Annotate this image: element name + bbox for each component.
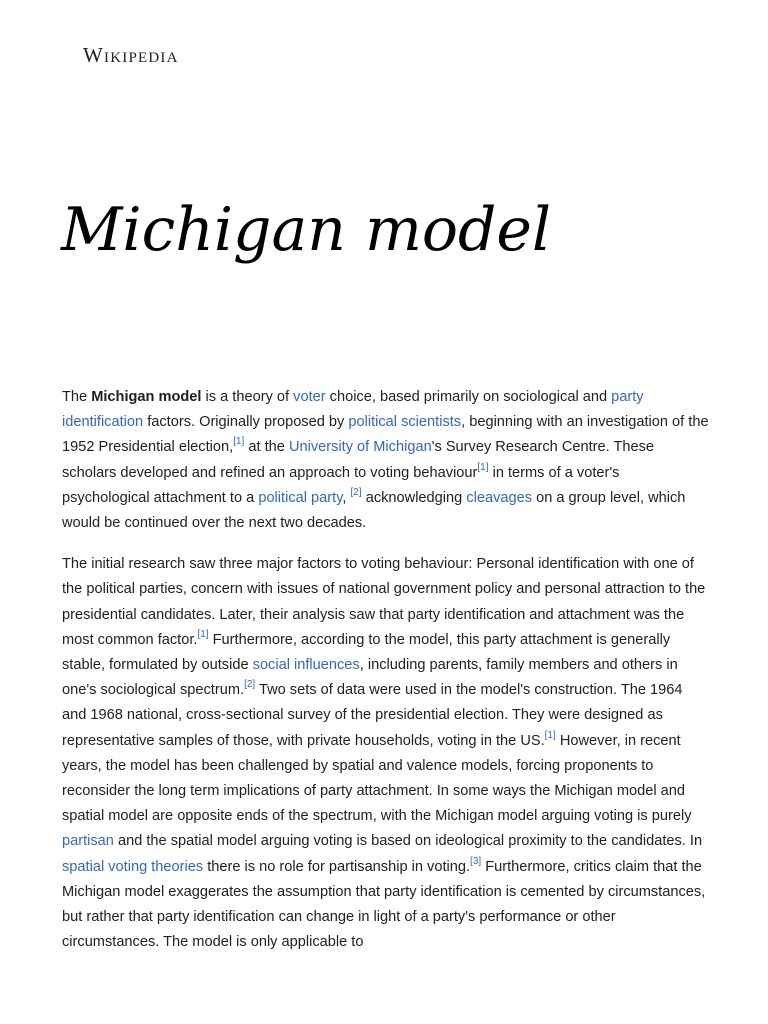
text: , including parents, family members and others in one's sociological spectrum. [62, 657, 678, 699]
citation-link-2[interactable]: [2] [244, 679, 256, 691]
link-spatial-voting-theories[interactable]: spatial voting theories [62, 858, 204, 875]
text: The initial research saw three major factors to voting behaviour: Personal identification with one of the political parties, concern with issues of national government policy and personal attraction to the presidential candidates. Later, their analysis saw that party identification and attachment was the most common factor. [62, 556, 706, 648]
text: , beginning with an investigation of the 1952 Presidential election, [62, 414, 709, 456]
wikipedia-wordmark-logo[interactable]: Wikipedia [83, 43, 179, 67]
citation-link-1[interactable]: [1] [233, 436, 245, 448]
link-cleavages[interactable]: cleavages [466, 489, 533, 506]
text: , [342, 489, 351, 506]
text: The [62, 389, 92, 405]
link-political-scientists[interactable]: political scientists [348, 414, 462, 431]
citation-link-1[interactable]: [1] [197, 628, 209, 640]
text: Furthermore, critics claim that the Michigan model exaggerates the assumption that party identification is cemented by circumstances, but rather that party identification can change in light of a party's performance or other circumstances. The model is only applicable to [62, 858, 706, 951]
citation-ref [470, 856, 481, 867]
article-body [62, 385, 710, 971]
text: However, in recent years, the model has been challenged by spatial and valence models, forcing proponents to reconsider the long term implications of party attachment. In some ways the Michigan model and spatial model are opposite ends of the spectrum, with the Michigan model arguing voting is purely [62, 732, 692, 825]
paragraph-intro [62, 385, 710, 536]
citation-ref [477, 462, 488, 473]
citation-link-1[interactable]: [1] [544, 729, 556, 741]
link-partisan[interactable]: partisan [62, 833, 114, 850]
site-header [83, 43, 179, 68]
text: on a group level, which would be continued over the next two decades. [62, 489, 686, 532]
text: Two sets of data were used in the model's construction. The 1964 and 1968 national, cross-sectional survey of the presidential election. They were designed as representative samples of those, with private households, voting in the US. [62, 682, 683, 749]
link-university-of-michigan[interactable]: University of Michigan [288, 439, 432, 456]
citation-ref [197, 629, 208, 640]
text: is a theory of [201, 389, 294, 405]
text: Furthermore, according to the model, this party attachment is generally stable, formulated by outside [62, 631, 671, 674]
text: in terms of a voter's psychological attachment to a [62, 464, 620, 506]
bold-term: Michigan model [91, 389, 202, 405]
text: and the spatial model arguing voting is based on ideological proximity to the candidates. In [113, 833, 703, 850]
link-political-party[interactable]: political party [258, 489, 343, 506]
citation-link-2[interactable]: [2] [350, 486, 362, 498]
text: 's Survey Research Centre. These scholars developed and refined an approach to voting behaviour [62, 439, 655, 481]
text: choice, based primarily on sociological and [325, 389, 612, 405]
page-title: Michigan model [61, 195, 552, 265]
citation-ref [233, 436, 244, 447]
link-social-influences[interactable]: social influences [252, 657, 360, 674]
paragraph-research [62, 552, 710, 955]
citation-ref [545, 730, 556, 741]
citation-ref [244, 679, 255, 690]
citation-link-3[interactable]: [3] [470, 855, 482, 867]
citation-link-1[interactable]: [1] [477, 461, 489, 473]
text: there is no role for partisanship in voting. [203, 858, 471, 875]
text: factors. Originally proposed by [143, 414, 349, 431]
text: at the [244, 439, 289, 456]
text: acknowledging [361, 489, 467, 506]
link-voter[interactable]: voter [293, 389, 326, 405]
citation-ref [351, 487, 362, 498]
link-party-identification[interactable]: party identification [62, 389, 644, 431]
